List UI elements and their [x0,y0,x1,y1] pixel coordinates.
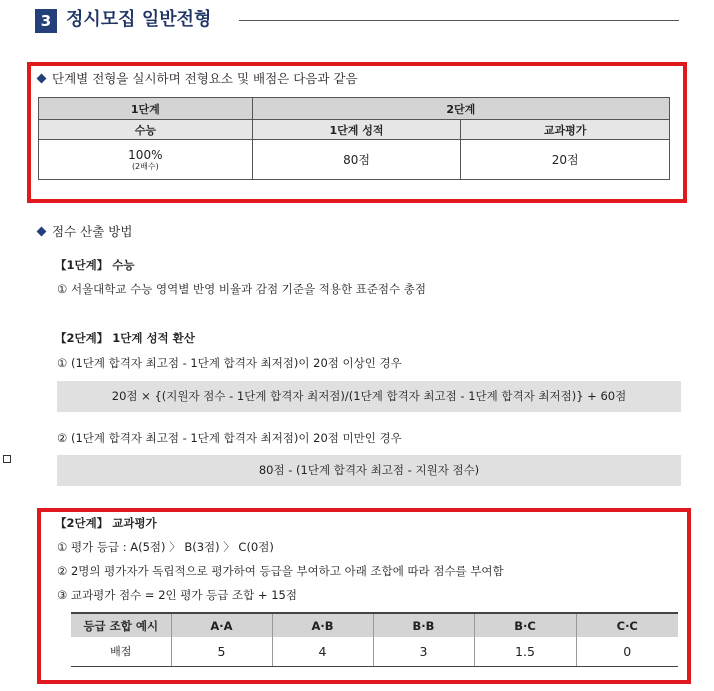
checkbox-icon [3,455,11,463]
subject-eval-line2: ② 2명의 평가자가 독립적으로 평가하여 등급을 부여하고 아래 조합에 따라 점수를 부여함 [57,564,504,578]
case1-text: ① (1단계 합격자 최고점 - 1단계 합격자 최저점)이 20점 이상인 경우 [57,356,402,370]
cell-subject-eval-value: 20점 [461,140,670,180]
grade-header-cell: A·B [272,613,373,637]
subject-eval-line1: ① 평가 등급 : A(5점) 〉 B(3점) 〉 C(0점) [57,540,274,554]
suneung-percent: 100% [128,147,163,162]
stage-score-table [38,97,670,180]
grade-score-cell: 3 [373,637,474,666]
grade-header-cell: C·C [576,613,678,637]
grade-score-cell: 1.5 [474,637,576,666]
section-divider [239,20,679,21]
formula-case2: 80점 - (1단계 합격자 최고점 - 지원자 점수) [57,455,681,486]
grade-table-row [71,637,678,666]
section-number-badge: 3 [35,9,57,33]
subject-eval-line3: ③ 교과평가 점수 = 2인 평가 등급 조합 + 15점 [57,588,297,602]
grade-score-cell: 4 [272,637,373,666]
formula-case1: 20점 × {(지원자 점수 - 1단계 합격자 최저점)/(1단계 합격자 최고점 - 1단계 합격자 최저점)} + 60점 [57,381,681,412]
grade-table-header-row [71,613,678,637]
grade-score-cell: 0 [576,637,678,666]
grade-combination-table [71,612,678,667]
header-subject-eval: 교과평가 [461,120,670,140]
diamond-bullet-icon [37,227,47,237]
grade-header-cell: A·A [171,613,272,637]
header-stage2: 2단계 [252,98,669,120]
bullet-stage-overview [38,70,358,88]
section-title: 정시모집 일반전형 [66,9,212,30]
bullet-stage-overview-text: 단계별 전형을 실시하며 전형요소 및 배점은 다음과 같음 [52,71,358,86]
stage1-heading: 【1단계】 수능 [55,258,135,272]
bullet-score-method [38,223,132,241]
diamond-bullet-icon [37,74,47,84]
header-suneung: 수능 [39,120,253,140]
subject-eval-heading: 【2단계】 교과평가 [55,516,157,530]
grade-header-cell: B·B [373,613,474,637]
case2-text: ② (1단계 합격자 최고점 - 1단계 합격자 최저점)이 20점 미만인 경우 [57,431,402,445]
cell-suneung-value [39,140,253,180]
cell-stage1-score-value: 80점 [252,140,461,180]
header-stage1-score: 1단계 성적 [252,120,461,140]
grade-header-cell: 등급 조합 예시 [71,613,171,637]
grade-header-cell: B·C [474,613,576,637]
bullet-score-method-text: 점수 산출 방법 [52,224,133,239]
header-stage1: 1단계 [39,98,253,120]
grade-score-cell: 배점 [71,637,171,666]
suneung-note: (2배수) [131,161,159,171]
stage1-description: ① 서울대학교 수능 영역별 반영 비율과 감점 기준을 적용한 표준점수 총점 [57,282,427,296]
stage2-conversion-heading: 【2단계】 1단계 성적 환산 [55,331,195,345]
grade-score-cell: 5 [171,637,272,666]
